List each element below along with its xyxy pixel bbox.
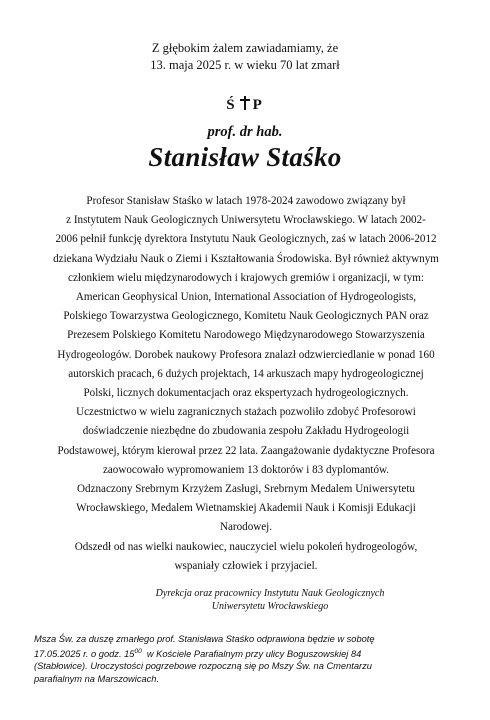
- academic-title: prof. dr hab.: [207, 124, 283, 140]
- body-line: członkiem wielu międzynarodowych i krajowych gremiów i organizacji, w tym:: [68, 271, 424, 284]
- mass-location: w Kościele Parafialnym przy ulicy Boguszowskiej 84: [141, 648, 362, 659]
- body-line: Narodowej.: [219, 521, 273, 534]
- intro-line-1: Z głębokim żalem zawiadamiamy, że: [151, 41, 339, 55]
- body-line: autorskich pracach, 6 dużych projektach, 14 arkuszach mapy hydrogeologicznej: [68, 367, 424, 380]
- cross-icon: [240, 96, 250, 110]
- body-line: Wrocławskiego, Medalem Wietnamskiej Akademii Nauk i Komisji Edukacji: [76, 502, 416, 515]
- body-line: z Instytutem Nauk Geologicznych Uniwersytetu Wrocławskiego. W latach 2002-: [66, 214, 426, 227]
- mass-line-2: [34, 646, 454, 661]
- body-line: American Geophysical Union, International Association of Hydrogeologists,: [75, 291, 417, 304]
- body-line: dziekana Wydziału Nauk o Ziemi i Kształtowania Środowiska. Był również aktywnym: [53, 252, 439, 265]
- mass-date-time: 17.05.2025 r. o godz. 15: [34, 648, 135, 659]
- body-line: Podstawowej, którym kierował przez 22 lata. Zaangażowanie dydaktyczne Profesora: [57, 444, 435, 457]
- mass-announcement: [34, 633, 454, 685]
- body-line: Prezesem Polskiego Komitetu Narodowego Międzynarodowego Stowarzyszenia: [67, 329, 425, 342]
- body-line: Uczestnictwo w wielu zagranicznych stażach pozwoliło zdobyć Profesorowi: [76, 406, 416, 419]
- body-line: 2006 pełnił funkcję dyrektora Instytutu Nauk Geologicznych, zaś w latach 2006-2012: [55, 233, 437, 246]
- body-line: Odznaczony Srebrnym Krzyżem Zasługi, Srebrnym Medalem Uniwersytetu: [77, 483, 415, 496]
- body-line: wspaniały człowiek i przyjaciel.: [174, 559, 318, 572]
- body-line: Polskiego Towarzystwa Geologicznego, Komitetu Nauk Geologicznych PAN oraz: [63, 310, 429, 323]
- mass-line-1: Msza Św. za duszę zmarłego prof. Stanisława Staśko odprawiona będzie w sobotę: [34, 634, 375, 644]
- body-line: Odszedł od nas wielki naukowiec, nauczyciel wielu pokoleń hydrogeologów,: [74, 540, 418, 553]
- deceased-name: Stanisław Staśko: [148, 142, 342, 172]
- signature-line-2: Uniwersytetu Wrocławskiego: [211, 601, 329, 612]
- sp-letter-s: Ś: [226, 97, 237, 113]
- sp-mark: [0, 96, 490, 114]
- body-line: zaowocowało wypromowaniem 13 doktorów i 83 dyplomantów.: [102, 463, 390, 476]
- signature: [130, 587, 410, 613]
- intro-line-2: 13. maja 2025 r. w wieku 70 lat zmarł: [150, 58, 340, 72]
- sp-letter-p: P: [252, 97, 264, 113]
- body-line: Profesor Stanisław Staśko w latach 1978-2024 zawodowo związany był: [86, 195, 406, 207]
- mass-time-minutes: 00: [134, 647, 142, 655]
- signature-line-1: Dyrekcja oraz pracownicy Instytutu Nauk Geologicznych: [155, 588, 385, 599]
- mass-line-3: (Stabłowice). Uroczystości pogrzebowe rozpoczną się po Mszy Św. na Cmentarzu: [34, 661, 372, 672]
- body-line: Hydrogeologów. Dorobek naukowy Profesora znalazł odzwierciedlanie w ponad 160: [57, 348, 435, 361]
- biography-text: [42, 192, 450, 576]
- body-line: doświadczenie niezbędne do zbudowania zespołu Zakładu Hydrogeologii: [82, 425, 410, 438]
- mass-line-4: parafialnym na Marszowicach.: [34, 673, 160, 684]
- body-line: Polski, licznych dokumentacjach oraz ekspertyzach hydrogeologicznych.: [83, 387, 409, 400]
- intro-text: [0, 40, 490, 74]
